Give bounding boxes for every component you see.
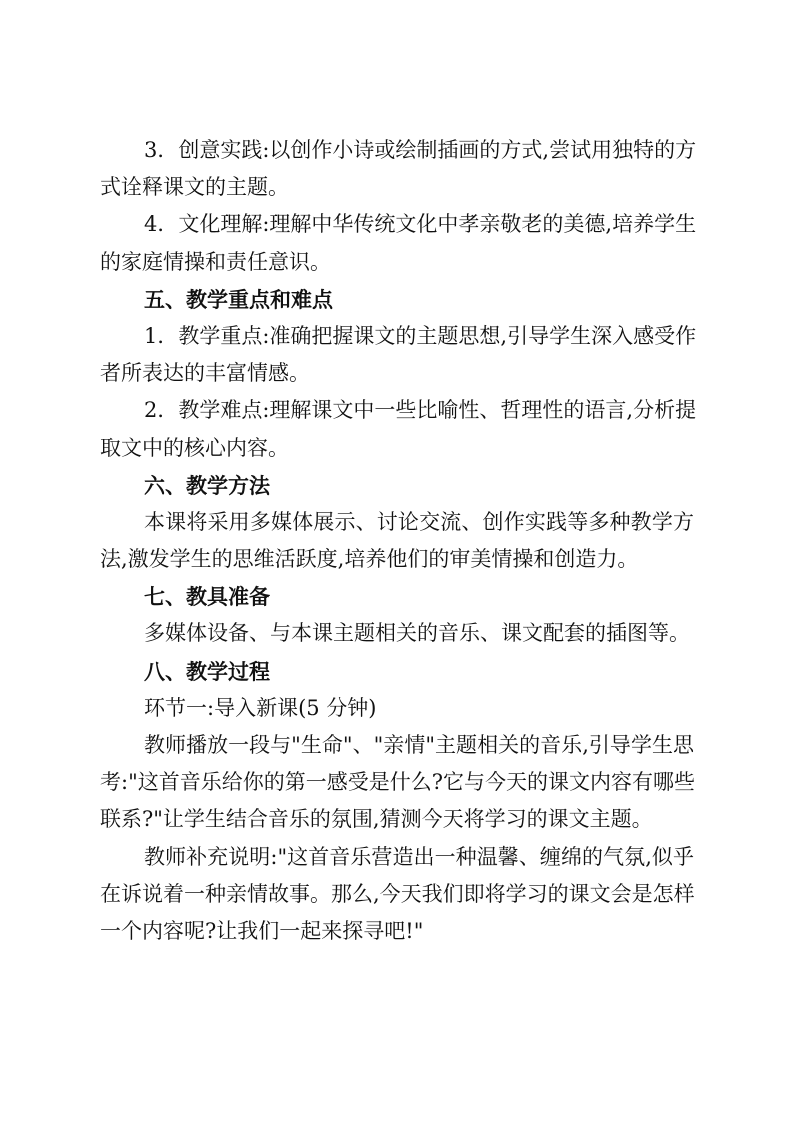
section-heading: 五、教学重点和难点 (144, 286, 333, 312)
text-line: 多媒体设备、与本课主题相关的音乐、课文配套的插图等。 (144, 621, 690, 646)
text-line: 式诠释课文的主题。 (100, 175, 289, 200)
text-line: 4．文化理解:理解中华传统文化中孝亲敬老的美德,培养学生 (144, 212, 697, 237)
text-line: 考:"这首音乐给你的第一感受是什么?它与今天的课文内容有哪些 (100, 770, 695, 795)
text-line: 联系?"让学生结合音乐的氛围,猜测今天将学习的课文主题。 (100, 807, 653, 832)
text-line: 本课将采用多媒体展示、讨论交流、创作实践等多种教学方 (144, 509, 694, 534)
section-heading: 六、教学方法 (144, 472, 270, 498)
text-line: 1．教学重点:准确把握课文的主题思想,引导学生深入感受作 (144, 323, 697, 348)
document-body (100, 132, 697, 950)
text-line: 环节一:导入新课(5 分钟) (144, 695, 377, 720)
section-heading: 八、教学过程 (144, 658, 270, 684)
text-line: 法,激发学生的思维活跃度,培养他们的审美情操和创造力。 (100, 547, 639, 572)
text-line: 教师补充说明:"这首音乐营造出一种温馨、缠绵的气氛,似乎 (144, 844, 694, 869)
text-line: 一个内容呢?让我们一起来探寻吧!" (100, 918, 424, 943)
section-heading: 七、教具准备 (144, 584, 270, 610)
text-line: 3．创意实践:以创作小诗或绘制插画的方式,尝试用独特的方 (144, 138, 697, 162)
text-line: 在诉说着一种亲情故事。那么,今天我们即将学习的课文会是怎样 (100, 881, 695, 906)
text-line: 取文中的核心内容。 (100, 435, 289, 460)
text-line: 教师播放一段与"生命"、"亲情"主题相关的音乐,引导学生思 (144, 733, 694, 757)
text-line: 的家庭情操和责任意识。 (100, 249, 331, 274)
text-line: 2．教学难点:理解课文中一些比喻性、哲理性的语言,分析提 (144, 398, 697, 423)
text-line: 者所表达的丰富情感。 (100, 361, 310, 386)
